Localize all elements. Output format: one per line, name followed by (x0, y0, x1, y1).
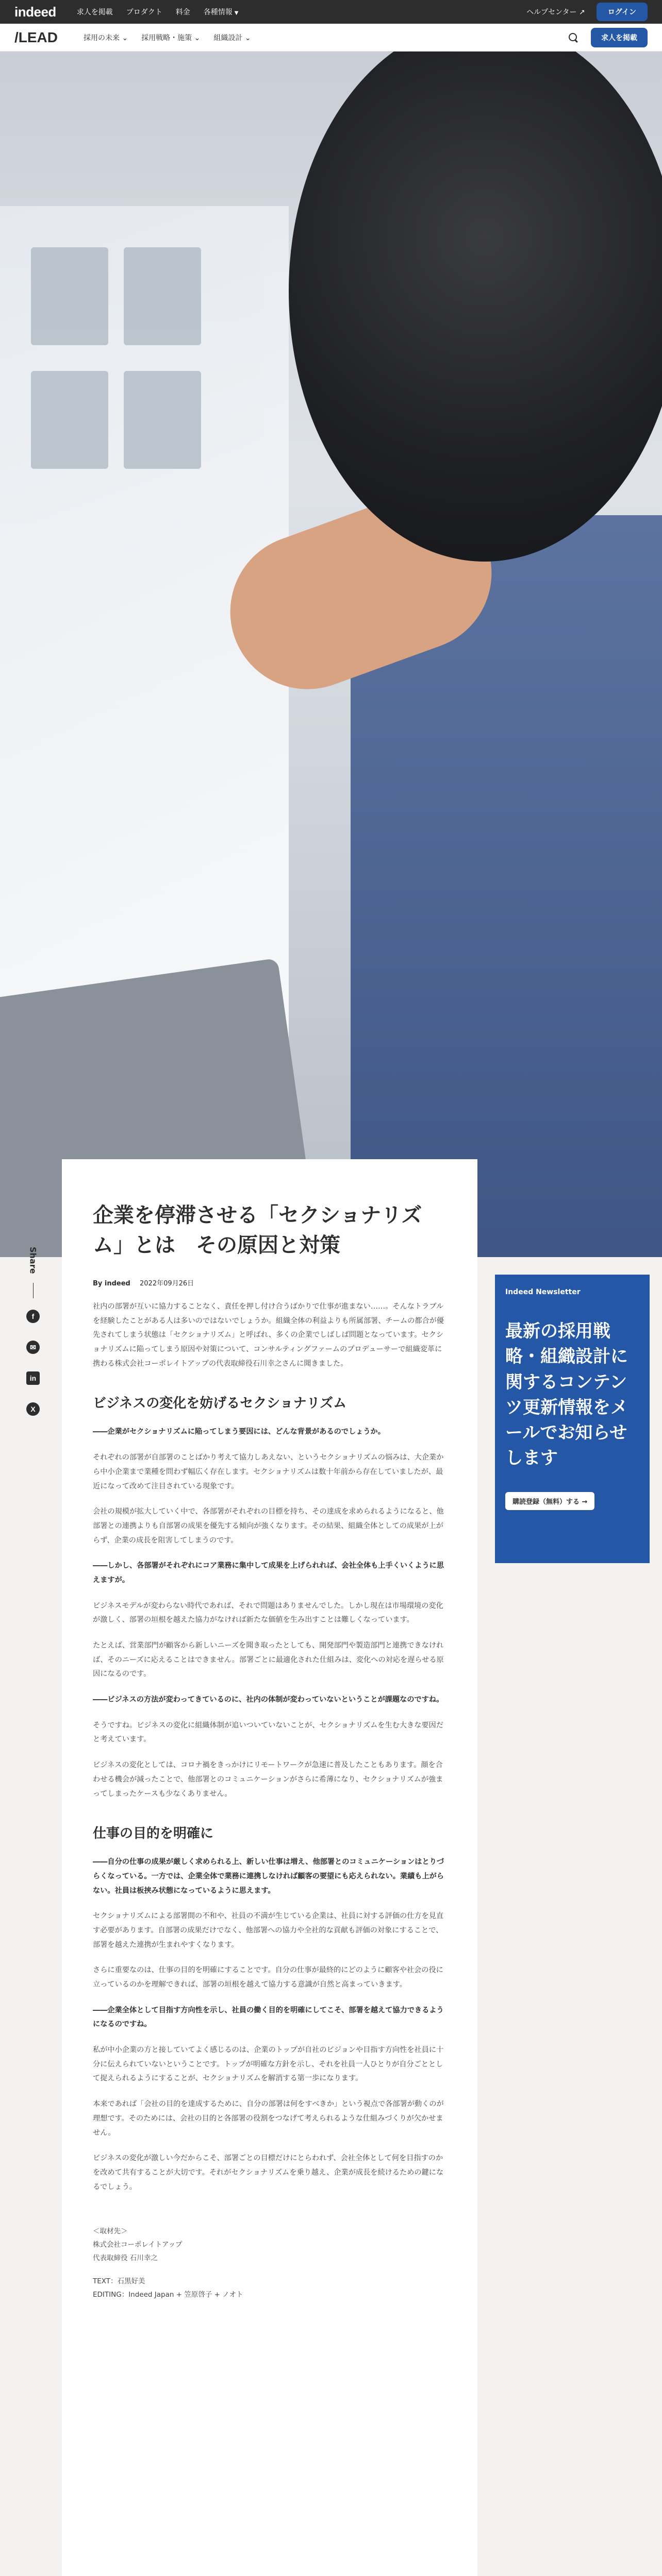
paragraph: 本来であれば「会社の目的を達成するために、自分の部署は何をすべきか」という視点で各部署が動くのが理想です。そのためには、会社の目的と各部署の役割をつなげて考えられるような仕組みづくりが欠かせません。 (93, 2100, 444, 2137)
newsletter-headline: 最新の採用戦略・組織設計に関するコンテンツ更新情報をメールでお知らせします (505, 1321, 628, 1469)
paragraph: たとえば、営業部門が顧客から新しいニーズを聞き取ったとしても、開発部門や製造部門と連携できなければ、そのニーズに応えることはできません。部署ごとに最適化された仕組みは、変化への対応を遅らせる原因になるのです。 (93, 1641, 444, 1679)
help-center-link[interactable] (526, 7, 585, 17)
external-link-icon: ↗ (578, 8, 585, 16)
section-heading-2: 仕事の目的を明確に (93, 1826, 214, 1842)
credit-company: 株式会社コーポレイトアップ (93, 2240, 183, 2249)
paragraph: セクショナリズムによる部署間の不和や、社員の不満が生じている企業は、社員に対する評価の仕方を見直す必要があります。自部署の成果だけでなく、他部署への協力や全社的な貢献も評価の対象にすることで、部署を越えた連携が生まれやすくなります。 (93, 1912, 444, 1949)
article-credits (93, 2225, 446, 2301)
nav-future-label: 採用の未来 (84, 33, 120, 42)
arrow-right-icon: → (582, 1498, 588, 1506)
article-intro: 社内の部署が互いに協力することなく、責任を押し付け合うばかりで仕事が進まない……。そんなトラブルを経験したことがある人は多いのではないでしょうか。組織全体の利益よりも所属部署、チームの都合が優先されてしまう状態は「セクショナリズム」と呼ばれ、多くの企業でしばしば問題となっています。セクショナリズムに陥ってしまう原因や対策について、コンサルティングファームのプロデューサーで組織変革に携わる株式会社コーポレイトアップの代表取締役石川幸之さんに聞きました。 (93, 1302, 444, 1368)
share-label: Share (28, 1247, 38, 1274)
hero-image (0, 52, 662, 1257)
interview-question: ――企業全体として目指す方向性を示し、社員の働く目的を明確にしてこそ、部署を越えて協力できるようになるのですね。 (93, 2006, 444, 2029)
paragraph: ビジネスモデルが変わらない時代であれば、それで問題はありませんでした。しかし現在は市場環境の変化が激しく、部署の垣根を越えた協力がなければ新たな価値を生み出すことは難しくなっています。 (93, 1601, 443, 1624)
top-bar (0, 0, 662, 24)
search-icon[interactable] (568, 32, 578, 43)
credit-editing: EDITING：Indeed Japan + 笠原啓子 + ノオト (93, 2290, 243, 2299)
share-divider (33, 1283, 34, 1298)
mail-icon[interactable]: ✉ (26, 1341, 40, 1354)
section-heading-1: ビジネスの変化を妨げるセクショナリズム (93, 1396, 347, 1412)
credit-text: TEXT：石黒好美 (93, 2277, 145, 2286)
paragraph: ビジネスの変化が激しい今だからこそ、部署ごとの目標だけにとらわれず、会社全体として何を目指すのかを改めて共有することが大切です。それがセクショナリズムを乗り越え、企業が成長を続けるための鍵になるでしょう。 (93, 2154, 444, 2191)
article-meta (93, 1278, 446, 1287)
credit-person: 代表取締役 石川幸之 (93, 2253, 158, 2262)
nav-strategy-label: 採用戦略・施策 (141, 33, 192, 42)
nav-pricing[interactable]: 料金 (175, 8, 190, 16)
interview-question: ――しかし、各部署がそれぞれにコア業務に集中して成果を上げられれば、会社全体も上手くいくように思えますが。 (93, 1562, 444, 1584)
person-head (289, 52, 662, 562)
share-rail (23, 1247, 43, 1433)
paragraph: それぞれの部署が自部署のことばかり考えて協力しあえない、というセクショナリズムの悩みは、大企業から中小企業まで業種を問わず幅広く存在します。セクショナリズムは数十年前から存在していましたが、最近になって改めて注目されている現象です。 (93, 1453, 444, 1490)
interview-question: ――企業がセクショナリズムに陥ってしまう要因には、どんな背景があるのでしょうか。 (93, 1428, 385, 1436)
subscribe-button[interactable] (505, 1492, 594, 1510)
paragraph: ビジネスの変化としては、コロナ禍をきっかけにリモートワークが急速に普及したこともあります。顔を合わせる機会が減ったことで、他部署とのコミュニケーションがさらに希薄になり、セクショナリズムが強まってしまったケースも少なくありません。 (93, 1761, 443, 1798)
paragraph: 会社の規模が拡大していく中で、各部署がそれぞれの目標を持ち、その達成を求められるようになると、他部署との連携よりも自部署の成果を優先する傾向が強くなります。その結果、組織全体としての成果が上がらず、企業の成長を阻害してしまうのです。 (93, 1507, 444, 1545)
nav-resources-label: 各種情報 (203, 8, 233, 16)
login-button[interactable]: ログイン (597, 3, 648, 21)
lead-logo[interactable]: /LEAD (14, 29, 58, 45)
nav-products[interactable]: プロダクト (126, 8, 162, 16)
facebook-icon[interactable]: f (26, 1310, 40, 1323)
nav-resources[interactable] (204, 7, 239, 17)
x-twitter-icon[interactable]: X (26, 1402, 40, 1416)
nav-org-label: 組織設計 (213, 33, 243, 42)
interview-question: ――自分の仕事の成果が厳しく求められる上、新しい仕事は増え、他部署とのコミュニケーションはとりづらくなっている。一方では、企業全体で業務に連携しなければ顧客の要望にも応えられない。業績も上がらない。社員は板挟み状態になっているように思えます。 (93, 1858, 444, 1895)
indeed-logo[interactable]: indeed (14, 4, 56, 20)
nav-future-of-hiring[interactable] (84, 32, 128, 43)
article-byline: By indeed (93, 1280, 130, 1287)
linkedin-icon[interactable]: in (26, 1371, 40, 1385)
interview-question: ――ビジネスの方法が変わってきているのに、社内の体制が変わっていないということが課題なのですね。 (93, 1696, 444, 1704)
subscribe-label: 購読登録（無料）する (512, 1498, 580, 1506)
newsletter-card (495, 1275, 650, 1563)
article-date: 2022年09月26日 (140, 1280, 194, 1287)
credit-label: ＜取材先＞ (93, 2227, 128, 2236)
paragraph: さらに重要なのは、仕事の目的を明確にすることです。自分の仕事が最終的にどのように顧客や社会の役に立っているのかを理解できれば、部署の垣根を越えて協力する意識が自然と高まっていきます。 (93, 1966, 443, 1989)
post-job-button[interactable]: 求人を掲載 (591, 28, 648, 47)
nav-org-design[interactable] (213, 32, 251, 43)
nav-post-job[interactable]: 求人を掲載 (76, 8, 113, 16)
paragraph: そうですね。ビジネスの変化に組織体制が追いついていないことが、セクショナリズムを生む大きな要因だと考えています。 (93, 1721, 444, 1744)
chevron-down-icon: ▼ (234, 10, 239, 16)
chevron-down-icon: ⌄ (244, 33, 251, 42)
help-center-label: ヘルプセンター (526, 8, 577, 16)
paragraph: 私が中小企業の方と接していてよく感じるのは、企業のトップが自社のビジョンや目指す方向性を社員に十分に伝えられていないということです。トップが明確な方針を示し、それを社員一人ひとりが自分ごととして捉えられるようにすることが、セクショナリズムを解消する第一歩になります。 (93, 2046, 444, 2083)
newsletter-tag: Indeed Newsletter (505, 1288, 581, 1296)
chevron-down-icon: ⌄ (122, 33, 128, 42)
article-title: 企業を停滞させる「セクショナリズム」とは その原因と対策 (93, 1204, 422, 1257)
chevron-down-icon: ⌄ (194, 33, 201, 42)
lead-nav (0, 24, 662, 52)
nav-hiring-strategy[interactable] (141, 32, 200, 43)
article-card (62, 1159, 477, 2576)
